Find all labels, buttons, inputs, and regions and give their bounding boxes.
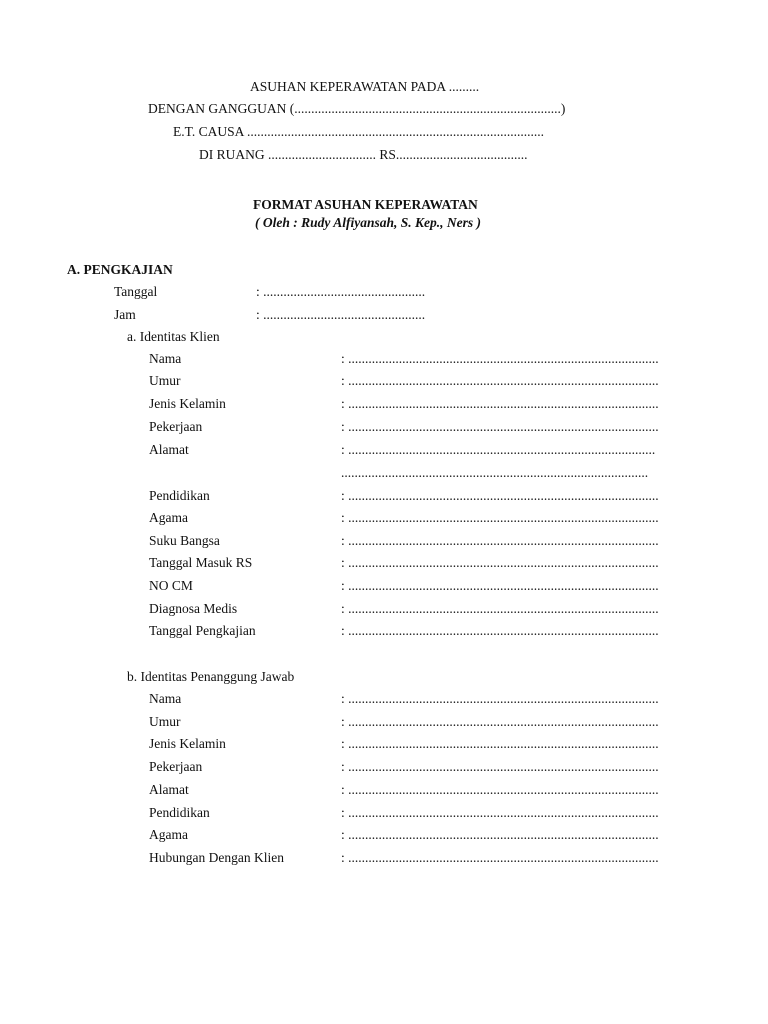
field-value-blank: : ............................................................................................ — [341, 578, 659, 593]
field-label: Tanggal Masuk RS — [149, 555, 253, 570]
field-label: Nama — [149, 691, 182, 706]
field-label: Diagnosa Medis — [149, 601, 238, 616]
field-value-blank: : ............................................................................................ — [341, 691, 659, 706]
field-label: Tanggal Pengkajian — [149, 623, 256, 638]
field-value-blank: : ............................................................................................ — [341, 827, 659, 843]
field-value-blank: : ............................................................................................ — [341, 419, 659, 434]
field-label: Pendidikan — [149, 804, 210, 820]
header-line-2: DENGAN GANGGUAN (...............................................................................) — [148, 101, 566, 116]
format-title: FORMAT ASUHAN KEPERAWATAN — [253, 197, 478, 212]
field-value-blank: : ............................................................................................ — [341, 713, 659, 729]
field-value-blank: : ............................................................................................ — [341, 351, 659, 366]
field-label: Tanggal — [114, 284, 158, 299]
field-value-blank: : ............................................................................................ — [341, 533, 659, 548]
field-label: Jenis Kelamin — [149, 396, 226, 411]
header-line-1: ASUHAN KEPERAWATAN PADA ......... — [250, 79, 480, 94]
field-value-blank: ........................................................................................... — [341, 465, 649, 480]
field-label: Pekerjaan — [149, 759, 203, 775]
identitas-pj-heading: b. Identitas Penanggung Jawab — [127, 669, 295, 684]
field-value-blank: : ................................................ — [256, 284, 426, 299]
field-value-blank: : ............................................................................................ — [341, 736, 659, 752]
field-label: Nama — [149, 351, 182, 366]
field-value-blank: : ............................................................................................ — [341, 555, 659, 570]
field-label: Umur — [149, 373, 181, 388]
field-value-blank: : ............................................................................................ — [341, 759, 659, 775]
field-label: NO CM — [149, 578, 193, 593]
field-value-blank: : ............................................................................................ — [341, 623, 659, 638]
field-value-blank: : ............................................................................................ — [341, 601, 659, 616]
field-label: Jam — [114, 307, 136, 322]
author-line: ( Oleh : Rudy Alfiyansah, S. Kep., Ners ) — [255, 215, 482, 230]
field-label: Agama — [149, 827, 188, 843]
header-line-4: DI RUANG ................................ RS....................................... — [199, 147, 528, 162]
field-label: Umur — [149, 713, 181, 729]
field-value-blank: : ............................................................................................ — [341, 396, 659, 411]
field-value-blank: : ............................................................................................ — [341, 781, 659, 797]
field-value-blank: : ................................................ — [256, 307, 426, 322]
section-a-heading: A. PENGKAJIAN — [67, 262, 173, 277]
header-line-3: E.T. CAUSA ........................................................................................ — [173, 124, 545, 139]
field-value-blank: : ............................................................................................ — [341, 510, 659, 525]
field-value-blank: : ............................................................................................ — [341, 373, 659, 388]
field-label: Hubungan Dengan Klien — [149, 849, 284, 865]
identitas-klien-heading: a. Identitas Klien — [127, 329, 220, 344]
field-value-blank: : ............................................................................................ — [341, 849, 659, 865]
field-label: Alamat — [149, 781, 189, 797]
field-label: Alamat — [149, 442, 189, 457]
field-label: Pekerjaan — [149, 419, 203, 434]
field-value-blank: : ........................................................................................... — [341, 442, 656, 457]
field-value-blank: : ............................................................................................ — [341, 488, 659, 503]
field-label: Pendidikan — [149, 488, 210, 503]
field-value-blank: : ............................................................................................ — [341, 804, 659, 820]
field-label: Agama — [149, 510, 188, 525]
field-label: Jenis Kelamin — [149, 736, 226, 752]
field-label: Suku Bangsa — [149, 533, 220, 548]
